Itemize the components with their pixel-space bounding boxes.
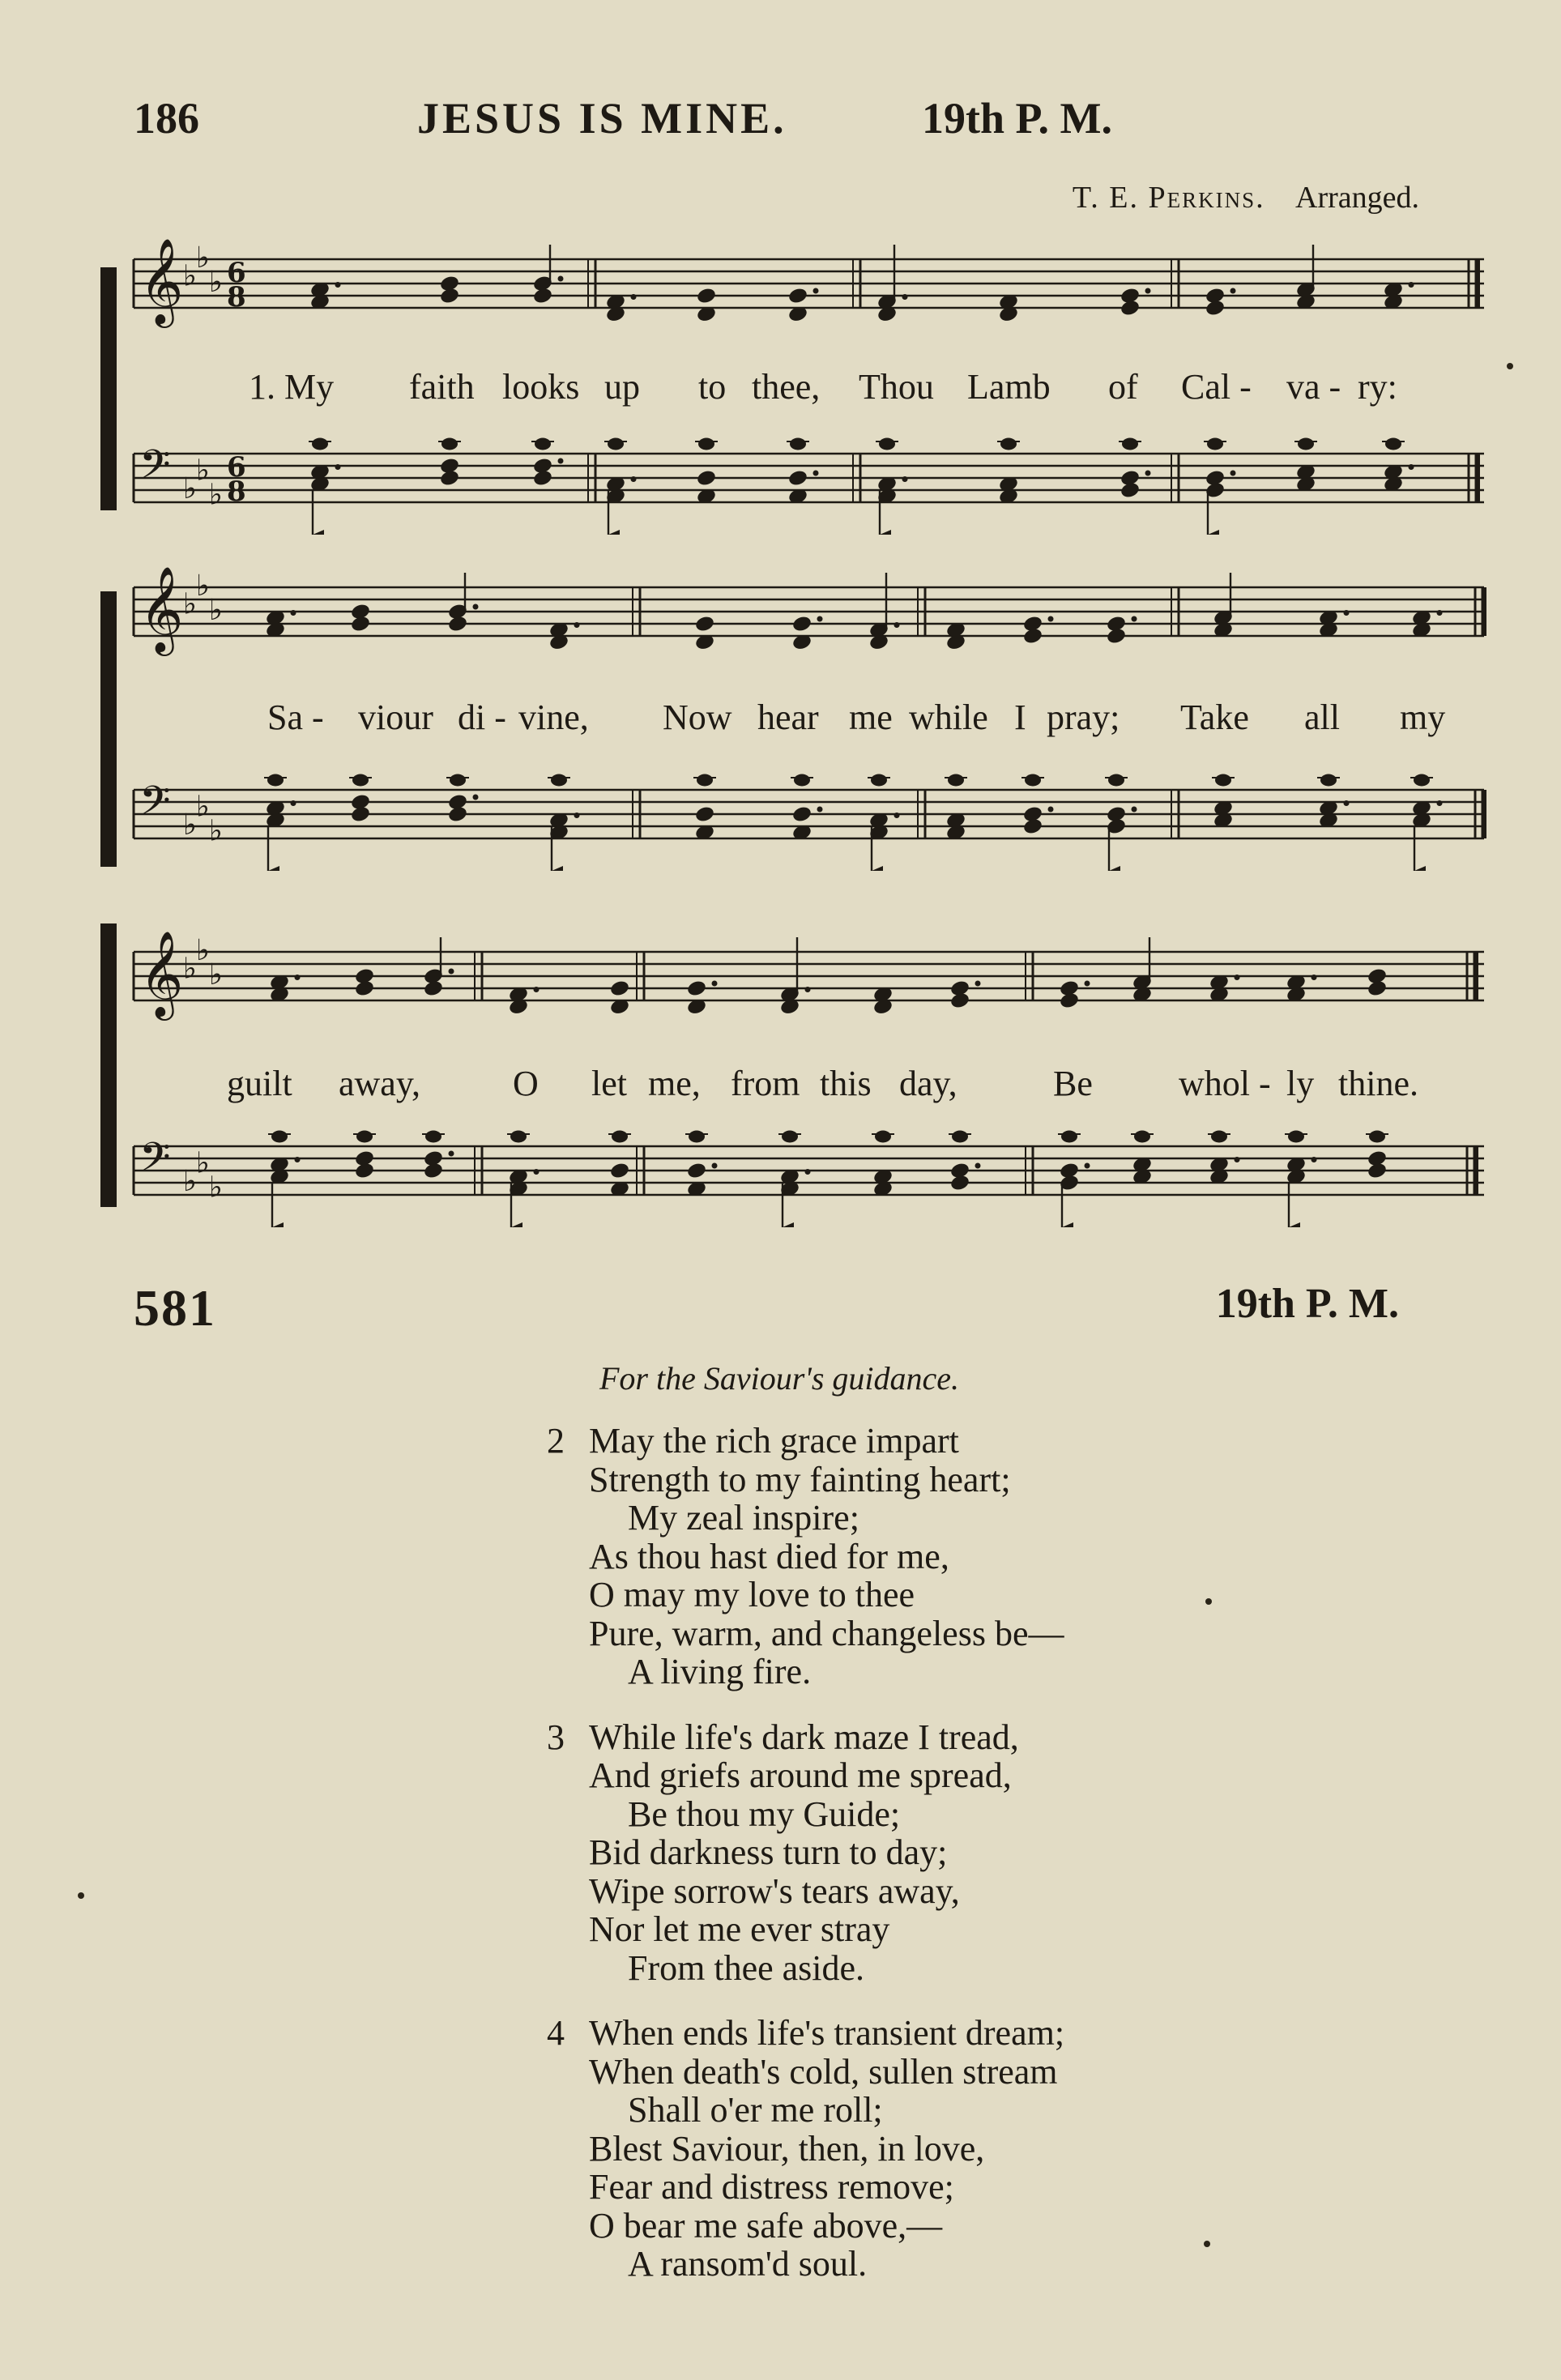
notehead: [787, 469, 808, 488]
stanza-line: [547, 2207, 1064, 2246]
notehead: [1205, 299, 1226, 318]
flat-sign-icon: ♭: [209, 958, 223, 992]
flat-sign-icon: ♭: [196, 790, 210, 824]
stanza-number: 2: [547, 1421, 565, 1461]
notehead: [948, 774, 964, 787]
bass-clef-icon: 𝄢: [139, 1134, 171, 1191]
bass-clef-icon: 𝄢: [139, 778, 171, 834]
dot: [805, 987, 811, 992]
stanza-number: [547, 1833, 589, 1872]
notehead: [949, 1174, 970, 1192]
lyric-syllable: my: [1400, 697, 1446, 737]
dot: [805, 1169, 811, 1175]
lyrics-line-1: [0, 366, 1561, 412]
dot: [1409, 282, 1414, 288]
stanza-line: [547, 1718, 1064, 1757]
stanza-number: [547, 2168, 589, 2207]
notehead: [532, 469, 553, 488]
ink-speck: [78, 1892, 84, 1899]
lyric-syllable: Take: [1180, 697, 1249, 737]
notehead: [1211, 1131, 1227, 1143]
flat-sign-icon: ♭: [183, 587, 197, 621]
stanza-line: [547, 2245, 1064, 2284]
lyrics-line-3: [0, 1063, 1561, 1108]
note-flag: [268, 866, 279, 871]
ink-speck: [1205, 1598, 1212, 1605]
stanza-text: A living fire.: [628, 1652, 812, 1691]
notehead: [1122, 438, 1138, 450]
lyric-syllable: up: [604, 367, 640, 407]
stanza-number: [547, 1653, 589, 1691]
stanza-line: [547, 2130, 1064, 2169]
dot: [473, 604, 479, 610]
stanza-line: [547, 1499, 1064, 1538]
dot: [1311, 975, 1317, 980]
notehead: [551, 774, 567, 787]
treble-clef-icon: 𝄞: [139, 565, 184, 652]
hymn-tune-title: JESUS IS MINE.: [417, 94, 787, 143]
notehead: [450, 774, 466, 787]
notehead: [350, 615, 371, 633]
lyric-syllable: Be: [1053, 1064, 1093, 1103]
stanza-number: [547, 1756, 589, 1795]
stanza-text: O bear me safe above,—: [589, 2205, 943, 2246]
lyric-syllable: ly: [1286, 1064, 1315, 1103]
stanza-line: [547, 1614, 1064, 1653]
notehead: [694, 615, 715, 633]
notehead: [871, 774, 887, 787]
lyric-syllable: Sa -: [267, 697, 324, 737]
stanza-text: Strength to my fainting heart;: [589, 1459, 1011, 1499]
notehead: [439, 469, 460, 488]
notehead: [1367, 1162, 1388, 1180]
notehead: [791, 615, 812, 633]
stanza-number: [547, 2053, 589, 2092]
dot: [534, 1169, 540, 1175]
flat-sign-icon: ♭: [183, 259, 197, 293]
notehead: [1025, 774, 1041, 787]
time-signature-bottom: 8: [227, 476, 246, 508]
notehead: [1106, 627, 1127, 646]
lyric-syllable: Thou: [859, 367, 934, 407]
flat-sign-icon: ♭: [209, 1171, 223, 1205]
stanza-text: Be thou my Guide;: [628, 1794, 901, 1834]
notehead: [686, 1162, 707, 1180]
notehead: [1369, 1131, 1385, 1143]
note-flag: [1109, 866, 1120, 871]
flat-sign-icon: ♭: [196, 241, 210, 275]
notehead: [694, 805, 715, 824]
dot: [631, 294, 637, 300]
notehead: [532, 287, 553, 305]
lyric-syllable: let: [591, 1064, 627, 1103]
stanza-number: [547, 1461, 589, 1499]
ink-speck: [1204, 2241, 1210, 2247]
stanza: [547, 2014, 1064, 2284]
stanza-line: [547, 1833, 1064, 1872]
dot: [574, 622, 580, 628]
dot: [335, 464, 341, 470]
notehead: [608, 438, 624, 450]
stanza-line: [547, 2014, 1064, 2053]
note-flag: [872, 866, 883, 871]
dot: [449, 969, 454, 975]
dot: [473, 795, 479, 800]
stanza-text: When ends life's transient dream;: [589, 2013, 1065, 2053]
notehead: [1385, 438, 1401, 450]
dot: [1235, 975, 1240, 980]
notehead: [1367, 979, 1388, 998]
flat-sign-icon: ♭: [183, 952, 197, 986]
dot: [1230, 288, 1236, 294]
dot: [291, 610, 296, 616]
dot: [1344, 800, 1350, 806]
flat-sign-icon: ♭: [183, 472, 197, 505]
lyric-syllable: vine,: [518, 697, 589, 737]
notehead: [356, 1131, 373, 1143]
stanza-text: My zeal inspire;: [628, 1498, 859, 1538]
stanza-text: Wipe sorrow's tears away,: [589, 1870, 960, 1911]
notehead: [354, 979, 375, 998]
notehead: [350, 805, 371, 824]
notehead: [441, 438, 458, 450]
lyric-syllable: hear: [757, 697, 819, 737]
stanza-line: [547, 1949, 1064, 1988]
time-signature-top: 6: [227, 257, 246, 289]
notehead: [696, 287, 717, 305]
notehead: [1414, 774, 1430, 787]
dot: [1409, 464, 1414, 470]
notehead: [612, 1131, 628, 1143]
stanza-text: May the rich grace impart: [589, 1421, 959, 1461]
hymn-meter: 19th P. M.: [1215, 1281, 1399, 1327]
stanza-text: O may my love to thee: [589, 1575, 915, 1614]
lyric-syllable: Cal -: [1181, 367, 1252, 407]
composer-name: T. E. Perkins.: [1072, 181, 1265, 215]
notehead: [689, 1131, 705, 1143]
notehead: [423, 979, 444, 998]
stanza-line: [547, 1422, 1064, 1461]
dot: [712, 1163, 718, 1169]
notehead: [1108, 774, 1124, 787]
bass-clef-icon: 𝄢: [139, 441, 171, 498]
notehead: [535, 438, 551, 450]
dot: [1132, 807, 1137, 813]
lyric-syllable: while: [909, 697, 988, 737]
note-flag: [552, 866, 563, 871]
dot: [1085, 1163, 1090, 1169]
stanza-number: 3: [547, 1717, 565, 1757]
stanza-line: [547, 1795, 1064, 1834]
lyric-syllable: thine.: [1338, 1064, 1418, 1103]
stanza-line: [547, 2053, 1064, 2092]
composer-note: Arranged.: [1295, 181, 1419, 215]
stanza-text: A ransom'd soul.: [628, 2244, 868, 2284]
lyric-syllable: 1. My: [249, 367, 335, 407]
notehead: [787, 287, 808, 305]
dot: [631, 476, 637, 482]
stanza-text: Fear and distress remove;: [589, 2167, 954, 2207]
flat-sign-icon: ♭: [183, 808, 197, 842]
lyric-syllable: O: [513, 1064, 539, 1103]
flat-sign-icon: ♭: [196, 569, 210, 603]
dot: [1085, 981, 1090, 987]
stanza-number: [547, 1538, 589, 1576]
dot: [813, 288, 819, 294]
treble-clef-icon: 𝄞: [139, 237, 184, 324]
notehead: [790, 438, 806, 450]
notehead: [354, 1162, 375, 1180]
stanza-number: [547, 1795, 589, 1834]
lyric-syllable: Now: [663, 697, 732, 737]
notehead: [1022, 627, 1043, 646]
stanza-line: [547, 1538, 1064, 1576]
flat-sign-icon: ♭: [196, 1146, 210, 1180]
flat-sign-icon: ♭: [183, 1165, 197, 1198]
header-meter: 19th P. M.: [922, 94, 1113, 143]
stanza-number: [547, 1576, 589, 1614]
dot: [1145, 471, 1151, 476]
stanza-text: Blest Saviour, then, in love,: [589, 2128, 985, 2169]
notehead: [879, 438, 895, 450]
hymn-subtitle: For the Saviour's guidance.: [599, 1360, 960, 1397]
note-flag: [1062, 1222, 1073, 1227]
notehead: [352, 774, 369, 787]
dot: [902, 476, 908, 482]
dot: [1344, 610, 1350, 616]
notehead: [697, 774, 713, 787]
lyric-syllable: to: [698, 367, 727, 407]
stanza-number: [547, 1614, 589, 1653]
lyric-syllable: I: [1014, 697, 1026, 737]
notehead: [1134, 1131, 1150, 1143]
notehead: [1120, 481, 1141, 500]
lyric-syllable: ry:: [1358, 367, 1397, 407]
dot: [558, 276, 564, 282]
notehead: [267, 774, 284, 787]
stanzas: [547, 1422, 1064, 2310]
notehead: [1320, 774, 1337, 787]
lyric-syllable: whol -: [1179, 1064, 1271, 1103]
lyric-syllable: of: [1108, 367, 1138, 407]
dot: [975, 981, 981, 987]
notehead: [794, 774, 810, 787]
lyric-syllable: this: [820, 1064, 872, 1103]
flat-sign-icon: ♭: [209, 594, 223, 627]
stanza-text: When death's cold, sullen stream: [589, 2051, 1058, 2092]
stanza-text: As thou hast died for me,: [589, 1536, 949, 1576]
notehead: [1000, 438, 1017, 450]
stanza-number: 4: [547, 2013, 565, 2053]
stanza: [547, 1422, 1064, 1691]
dot: [1235, 1157, 1240, 1162]
dot: [1048, 616, 1054, 622]
notehead: [447, 805, 468, 824]
lyric-syllable: thee,: [752, 367, 821, 407]
notehead: [439, 287, 460, 305]
notehead: [698, 438, 714, 450]
lyric-syllable: viour: [358, 697, 433, 737]
note-flag: [1289, 1222, 1300, 1227]
notehead: [423, 1162, 444, 1180]
lyric-syllable: va -: [1286, 367, 1341, 407]
stanza-text: Pure, warm, and changeless be—: [589, 1613, 1064, 1653]
notehead: [312, 438, 328, 450]
lyric-syllable: day,: [899, 1064, 957, 1103]
notehead: [271, 1131, 288, 1143]
notehead: [1298, 438, 1314, 450]
notehead: [447, 615, 468, 633]
ink-speck: [1507, 363, 1513, 369]
flat-sign-icon: ♭: [209, 478, 223, 512]
lyric-syllable: looks: [502, 367, 580, 407]
flat-sign-icon: ♭: [209, 266, 223, 299]
notehead: [1288, 1131, 1304, 1143]
lyric-syllable: from: [731, 1064, 800, 1103]
dot: [449, 1151, 454, 1157]
notehead: [1207, 438, 1223, 450]
stanza-number: [547, 2130, 589, 2169]
notehead: [1215, 774, 1231, 787]
stanza-number: [547, 2245, 589, 2284]
dot: [712, 981, 718, 987]
dot: [295, 1157, 301, 1162]
lyrics-line-2: [0, 697, 1561, 742]
dot: [817, 807, 823, 813]
note-flag: [1208, 530, 1219, 535]
notehead: [696, 469, 717, 488]
note-flag: [880, 530, 891, 535]
notehead: [510, 1131, 527, 1143]
dot: [1145, 288, 1151, 294]
notehead: [425, 1131, 441, 1143]
stanza-number: [547, 1910, 589, 1949]
stanza-text: Shall o'er me roll;: [628, 2090, 883, 2130]
lyric-syllable: all: [1304, 697, 1340, 737]
treble-clef-icon: 𝄞: [139, 930, 184, 1017]
lyric-syllable: me,: [648, 1064, 701, 1103]
stanza-text: While life's dark maze I tread,: [589, 1717, 1019, 1757]
dot: [1132, 616, 1137, 622]
dot: [975, 1163, 981, 1169]
flat-sign-icon: ♭: [209, 814, 223, 848]
stanza-line: [547, 1756, 1064, 1795]
dot: [574, 813, 580, 818]
dot: [1437, 800, 1443, 806]
dot: [1048, 807, 1054, 813]
stanza: [547, 1718, 1064, 1988]
time-signature-top: 6: [227, 451, 246, 484]
stanza-text: From thee aside.: [628, 1947, 865, 1988]
notehead: [609, 979, 630, 998]
stanza-text: Bid darkness turn to day;: [589, 1832, 948, 1872]
stanza-line: [547, 1872, 1064, 1911]
stanza-number: [547, 1872, 589, 1911]
note-flag: [783, 1222, 794, 1227]
flat-sign-icon: ♭: [196, 934, 210, 967]
stanza-text: And griefs around me spread,: [589, 1755, 1012, 1795]
lyric-syllable: pray;: [1047, 697, 1120, 737]
stanza-number: [547, 1949, 589, 1988]
stanza-line: [547, 2168, 1064, 2207]
hymn-number: 581: [134, 1279, 216, 1337]
stanza-number: [547, 1499, 589, 1538]
note-flag: [313, 530, 324, 535]
stanza-line: [547, 1461, 1064, 1499]
dot: [295, 975, 301, 980]
dot: [534, 987, 540, 992]
notehead: [1120, 299, 1141, 318]
stanza-line: [547, 2091, 1064, 2130]
notehead: [875, 1131, 891, 1143]
note-flag: [1414, 866, 1426, 871]
lyric-syllable: faith: [409, 367, 475, 407]
notehead: [791, 805, 812, 824]
notehead: [609, 1162, 630, 1180]
lyric-syllable: guilt: [227, 1064, 292, 1103]
dot: [894, 813, 900, 818]
notehead: [1022, 817, 1043, 836]
stanza-line: [547, 1576, 1064, 1614]
lyric-syllable: Lamb: [967, 367, 1051, 407]
dot: [1230, 471, 1236, 476]
stanza-line: [547, 1653, 1064, 1691]
notehead: [949, 992, 970, 1010]
note-flag: [511, 1222, 522, 1227]
notehead: [686, 979, 707, 998]
dot: [817, 616, 823, 622]
stanza-number: [547, 2207, 589, 2246]
note-flag: [608, 530, 620, 535]
notehead: [1061, 1131, 1077, 1143]
lyric-syllable: di -: [458, 697, 506, 737]
time-signature-bottom: 8: [227, 281, 246, 313]
lyric-syllable: away,: [339, 1064, 420, 1103]
flat-sign-icon: ♭: [196, 454, 210, 488]
note-flag: [272, 1222, 284, 1227]
dot: [335, 282, 341, 288]
stanza-number: [547, 2091, 589, 2130]
stanza-text: Nor let me ever stray: [589, 1909, 890, 1949]
page-number: 186: [134, 94, 199, 143]
dot: [291, 800, 296, 806]
lyric-syllable: me: [849, 697, 893, 737]
dot: [894, 622, 900, 628]
notehead: [952, 1131, 968, 1143]
dot: [813, 471, 819, 476]
notehead: [782, 1131, 798, 1143]
notehead: [1059, 992, 1080, 1010]
stanza-line: [547, 1910, 1064, 1949]
dot: [1311, 1157, 1317, 1162]
dot: [1437, 610, 1443, 616]
dot: [558, 459, 564, 464]
dot: [902, 294, 908, 300]
